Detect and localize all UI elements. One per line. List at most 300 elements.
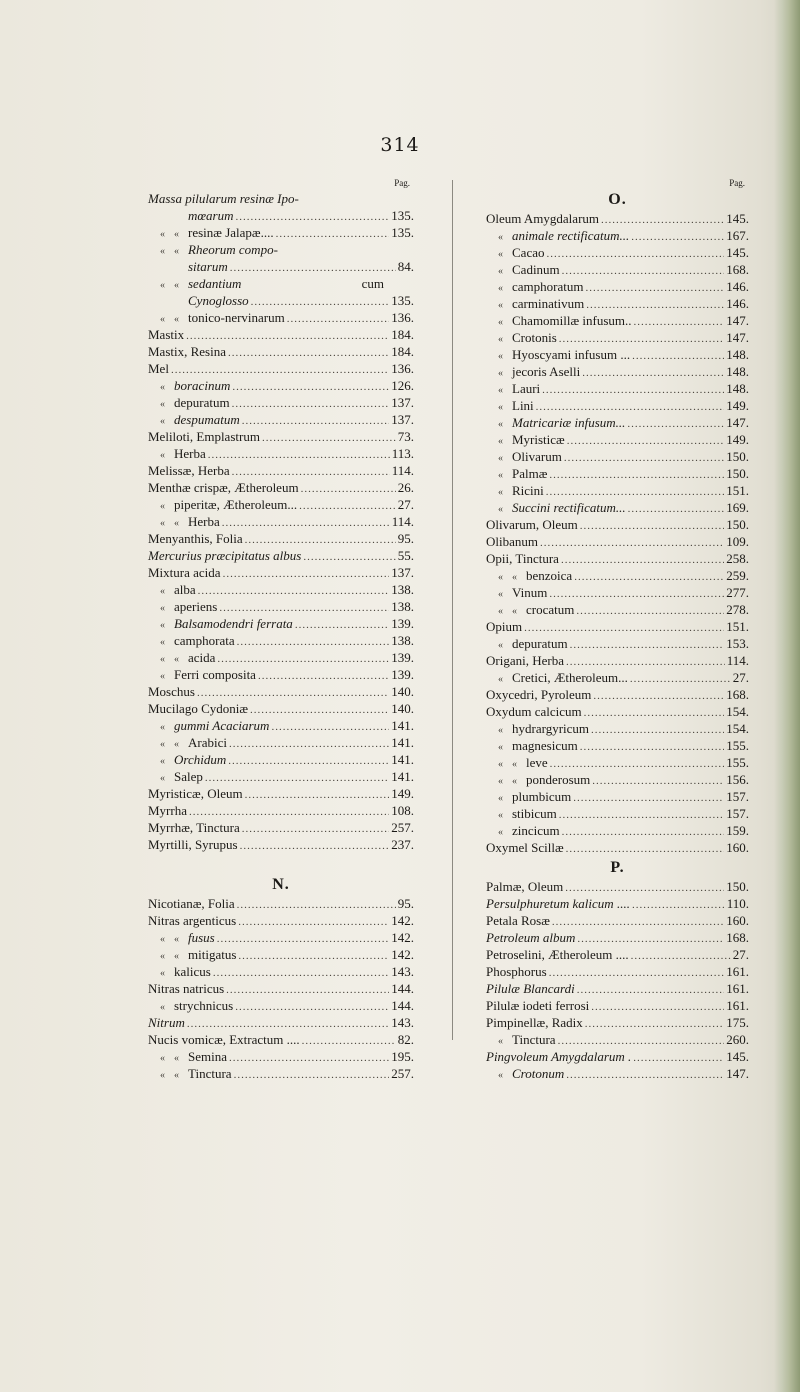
ditto-mark: « [174,246,179,257]
entry-page-number: 145. [726,211,749,226]
dot-leader [250,702,389,719]
index-entry [486,1031,749,1048]
entry-term: Chamomillæ infusum.. [512,313,632,328]
entry-term: Cynoglosso [188,293,249,308]
ditto-mark: « [160,951,165,962]
entry-term: Phosphorus [486,964,547,979]
entry-term: jecoris Aselli [512,364,581,379]
entry-term: Cadinum [512,262,560,277]
entry-page-number: 135. [391,293,414,308]
ditto-mark: « [160,654,165,665]
index-entry [148,275,414,292]
entry-page-number: 141. [391,769,414,784]
index-entry [486,278,749,295]
index-entry [486,1048,749,1065]
ditto-mark: « [512,572,517,583]
entry-term: Nicotianæ, Folia [148,896,235,911]
entry-term: ponderosum [526,772,591,787]
entry-page-number: 139. [391,667,414,682]
entry-page-number: 147. [726,313,749,328]
index-entry [486,244,749,261]
entry-page-number: 27. [732,947,749,962]
ditto-mark: « [174,951,179,962]
entry-term: Nitrum [148,1015,185,1030]
entry-page-number: 140. [391,684,414,699]
index-entry [486,805,749,822]
dot-leader [632,897,725,914]
dot-leader [228,753,389,770]
entry-term: Melissæ, Herba [148,463,230,478]
index-entry [486,431,749,448]
entry-term: Persulphuretum kalicum .... [486,896,630,911]
entry-term: Mixtura acida [148,565,221,580]
index-entry [148,445,414,462]
dot-leader [235,999,389,1016]
entry-page-number: 145. [726,1049,749,1064]
index-entry [486,295,749,312]
index-entry [148,836,414,853]
index-entry [148,802,414,819]
entry-page-number: 169. [726,500,749,515]
entry-term: Crotonum [512,1066,565,1081]
entry-page-number: 142. [391,913,414,928]
dot-leader [234,1067,390,1084]
dot-leader [208,447,390,464]
entry-term: Palmæ, Oleum [486,879,564,894]
entry-term: Oxydum calcicum [486,704,582,719]
entry-term: Opii, Tinctura [486,551,559,566]
ditto-mark: « [498,742,503,753]
ditto-mark: « [498,725,503,736]
entry-page-number: 157. [726,806,749,821]
index-entry [486,414,749,431]
index-entry [486,1014,749,1031]
ditto-mark: « [498,640,503,651]
dot-leader [546,246,724,263]
entry-page-number: 148. [726,364,749,379]
entry-page-number: 195. [391,1049,414,1064]
entry-term: Herba [188,514,220,529]
entry-term: Oleum Amygdalarum [486,211,600,226]
entry-page-number: 257. [391,1066,414,1081]
index-entry [486,771,749,788]
index-entry [148,394,414,411]
ditto-mark: « [498,1070,503,1081]
entry-term: piperitæ, Ætheroleum... [174,497,298,512]
index-entry [486,822,749,839]
entry-page-number: 154. [726,721,749,736]
entry-term: Cacao [512,245,545,260]
dot-leader [299,498,396,515]
ditto-mark: « [498,572,503,583]
dot-leader [258,668,389,685]
index-entry [148,912,414,929]
entry-page-number: 155. [726,755,749,770]
ditto-mark: « [160,450,165,461]
entry-term: Meliloti, Emplastrum [148,429,260,444]
dot-leader [229,736,389,753]
entry-term: Arabici [188,735,227,750]
page-number: 314 [380,134,420,156]
entry-term: zincicum [512,823,560,838]
index-entry [148,963,414,980]
index-entry [486,601,749,618]
entry-term: Palmæ [512,466,548,481]
dot-leader [562,263,725,280]
entry-term: Balsamodendri ferrata [174,616,293,631]
entry-page-number: 150. [726,449,749,464]
entry-page-number: 139. [391,650,414,665]
entry-page-number: 108. [391,803,414,818]
ditto-mark: « [498,1036,503,1047]
entry-term: Succini rectificatum... [512,500,626,515]
dot-leader [198,583,390,600]
entry-term: Pimpinellæ, Radix [486,1015,583,1030]
index-entry [486,878,749,895]
entry-page-number: 159. [726,823,749,838]
index-entry [148,598,414,615]
dot-leader [238,948,389,965]
index-entry [486,346,749,363]
dot-leader [582,365,724,382]
entry-page-number: 141. [391,718,414,733]
index-entry [148,309,414,326]
entry-term: depuratum [512,636,568,651]
dot-leader [213,965,389,982]
entry-term: Oxycedri, Pyroleum [486,687,592,702]
index-entry [486,912,749,929]
entry-term: Petroselini, Ætheroleum .... [486,947,629,962]
dot-leader [573,790,724,807]
index-entry [486,703,749,720]
entry-page-number: 156. [726,772,749,787]
ditto-mark: « [512,606,517,617]
entry-term: sitarum [188,259,228,274]
entry-term: carminativum [512,296,585,311]
ditto-mark: « [498,589,503,600]
ditto-mark: « [160,229,165,240]
dot-leader [559,807,724,824]
dot-leader [564,450,724,467]
index-entry [486,499,749,516]
index-entry [486,635,749,652]
dot-leader [301,481,396,498]
index-entry [486,1065,749,1082]
entry-page-number: 175. [726,1015,749,1030]
ditto-mark: « [174,739,179,750]
index-entry [486,363,749,380]
index-entry [486,754,749,771]
entry-page-number: 149. [726,398,749,413]
entry-page-number: 95. [397,531,414,546]
ditto-mark: « [160,968,165,979]
entry-page-number: 154. [726,704,749,719]
entry-page-number: 160. [726,840,749,855]
entry-page-number: 168. [726,687,749,702]
entry-page-number: 161. [726,998,749,1013]
dot-leader [238,914,389,931]
dot-leader [552,914,724,931]
entry-page-number: 143. [391,964,414,979]
ditto-mark: « [174,934,179,945]
index-entry [486,839,749,856]
index-entry [148,258,414,275]
dot-leader [232,379,389,396]
index-entry [486,618,749,635]
dot-leader [592,773,724,790]
entry-term: Menthæ crispæ, Ætheroleum [148,480,299,495]
ditto-mark: « [160,722,165,733]
n-entries [148,895,414,1082]
dot-leader [217,931,390,948]
dot-leader [591,999,724,1016]
index-entry [148,632,414,649]
ditto-mark: « [498,827,503,838]
entry-page-number: 114. [391,463,414,478]
entry-page-number: 146. [726,296,749,311]
dot-leader [237,634,390,651]
dot-leader [566,1067,724,1084]
ditto-mark: « [174,518,179,529]
ditto-mark: « [160,280,165,291]
entry-page-number: 138. [391,599,414,614]
index-entry [148,1031,414,1048]
entry-term: Semina [188,1049,227,1064]
ditto-mark: « [498,334,503,345]
dot-leader [591,722,724,739]
entry-term: Myristicæ, Oleum [148,786,243,801]
index-entry [148,946,414,963]
section-heading-p: P. [610,859,625,876]
entry-term: Petroleum album [486,930,576,945]
entry-page-number: 135. [391,225,414,240]
ditto-mark: « [160,671,165,682]
index-entry [148,190,414,207]
page-edge-shadow [774,0,800,1392]
entry-term: Rheorum compo- [188,242,278,257]
entry-term: Matricariæ infusum... [512,415,626,430]
index-entry [486,482,749,499]
entry-page-number: 150. [726,879,749,894]
entry-page-number: 146. [726,279,749,294]
dot-leader [262,430,396,447]
ditto-mark: « [160,586,165,597]
entry-page-number: 151. [726,483,749,498]
index-entry [148,360,414,377]
entry-term: Vinum [512,585,548,600]
dot-leader [580,518,725,535]
index-entry [486,946,749,963]
dot-leader [226,982,389,999]
ditto-mark: « [498,249,503,260]
index-entry [486,397,749,414]
index-entry [486,584,749,601]
dot-leader [580,739,725,756]
entry-term: depuratum [174,395,230,410]
section-heading-o: O. [608,191,627,208]
entry-page-number: 161. [726,964,749,979]
entry-page-number: 140. [391,701,414,716]
dot-leader [570,637,725,654]
entry-term: kalicus [174,964,211,979]
ditto-mark: « [160,1053,165,1064]
entry-page-number: 95. [397,896,414,911]
entry-page-number: 259. [726,568,749,583]
ditto-mark: « [160,756,165,767]
dot-leader [223,566,390,583]
dot-leader [242,413,390,430]
dot-leader [232,396,390,413]
index-entry [148,1048,414,1065]
index-entry [148,734,414,751]
entry-term: acida [188,650,216,665]
entry-term: aperiens [174,599,218,614]
entry-term: Mucilago Cydoniæ [148,701,249,716]
entry-term: camphoratum [512,279,584,294]
index-entry [148,751,414,768]
left-index-column [148,176,414,1082]
dot-leader [631,948,731,965]
pag-label-right: Pag. [729,178,745,188]
dot-leader [566,841,725,858]
entry-term: Myrrhæ, Tinctura [148,820,240,835]
entry-page-number: 148. [726,381,749,396]
column-divider [452,180,453,1040]
entry-page-number: 160. [726,913,749,928]
ditto-mark: « [498,266,503,277]
entry-page-number: 155. [726,738,749,753]
ditto-mark: « [498,402,503,413]
entry-term: Origani, Herba [486,653,564,668]
entry-page-number: 138. [391,582,414,597]
index-entry [148,207,414,224]
entry-page-number: 113. [391,446,414,461]
ditto-mark: « [498,283,503,294]
entry-page-number: 151. [726,619,749,634]
ditto-mark: « [498,487,503,498]
entry-term: Nitras natricus [148,981,225,996]
ditto-mark: « [160,416,165,427]
entry-term: gummi Acaciarum [174,718,270,733]
entry-page-number: 137. [391,395,414,410]
dot-leader [302,1033,396,1050]
entry-page-number: 144. [391,998,414,1013]
ditto-mark: « [498,385,503,396]
index-entry [148,768,414,785]
index-entry [148,326,414,343]
index-entry [486,227,749,244]
dot-leader [562,824,725,841]
index-entry [486,997,749,1014]
index-entry [486,788,749,805]
entry-term: magnesicum [512,738,578,753]
entry-page-number: 149. [391,786,414,801]
dot-leader [549,965,725,982]
entry-term: Tinctura [188,1066,232,1081]
dot-leader [632,348,724,365]
index-entry [148,980,414,997]
entry-page-number: 135. [391,208,414,223]
ditto-mark: « [160,501,165,512]
ditto-mark: « [174,314,179,325]
ditto-mark: « [174,1053,179,1064]
entry-term: Nucis vomicæ, Extractum .... [148,1032,300,1047]
ditto-mark: « [160,382,165,393]
entry-term: mitigatus [188,947,237,962]
entry-term: Mel [148,361,169,376]
entry-page-number: 26. [397,480,414,495]
right-index-column [486,176,749,1082]
dot-leader [228,345,389,362]
entry-page-number: 137. [391,565,414,580]
entry-term: stibicum [512,806,557,821]
index-entry [148,496,414,513]
entry-term: camphorata [174,633,235,648]
index-entry [148,929,414,946]
index-entry [148,717,414,734]
index-entry [148,292,414,309]
entry-page-number: 141. [391,752,414,767]
index-entry [486,980,749,997]
index-entry [486,312,749,329]
dot-leader [276,226,390,243]
entry-page-number: 260. [726,1032,749,1047]
index-entry [486,686,749,703]
entry-term-extra: cum [361,276,384,291]
entry-page-number: 258. [726,551,749,566]
index-entry [486,895,749,912]
ditto-mark: « [160,773,165,784]
entry-page-number: 136. [391,310,414,325]
entry-page-number: 168. [726,262,749,277]
entry-term: Lini [512,398,534,413]
index-entry [148,785,414,802]
entry-term: plumbicum [512,789,572,804]
dot-leader [627,416,724,433]
entry-page-number: 147. [726,1066,749,1081]
ditto-mark: « [160,1002,165,1013]
entry-term: hydrargyricum [512,721,590,736]
entry-page-number: 147. [726,330,749,345]
entry-term: Cretici, Ætheroleum... [512,670,628,685]
ditto-mark: « [498,317,503,328]
section-heading-n: N. [272,876,290,893]
entry-term: Herba [174,446,206,461]
index-entry [486,550,749,567]
dot-leader [585,1016,724,1033]
entry-term: Mastix, Resina [148,344,226,359]
index-entry [486,737,749,754]
ditto-mark: « [160,246,165,257]
index-entry [486,652,749,669]
dot-leader [630,671,731,688]
entry-term: Pingvoleum Amygdalarum . [486,1049,632,1064]
entry-term: Olibanum [486,534,538,549]
ditto-mark: « [498,810,503,821]
entry-term: animale rectificatum... [512,228,630,243]
dot-leader [242,821,390,838]
dot-leader [574,569,724,586]
ditto-mark: « [498,793,503,804]
entry-page-number: 138. [391,633,414,648]
index-entry [486,465,749,482]
ditto-mark: « [498,674,503,685]
entry-term: Myrrha [148,803,187,818]
entry-page-number: 150. [726,517,749,532]
entry-term: Salep [174,769,203,784]
index-entry [486,516,749,533]
entry-page-number: 114. [391,514,414,529]
